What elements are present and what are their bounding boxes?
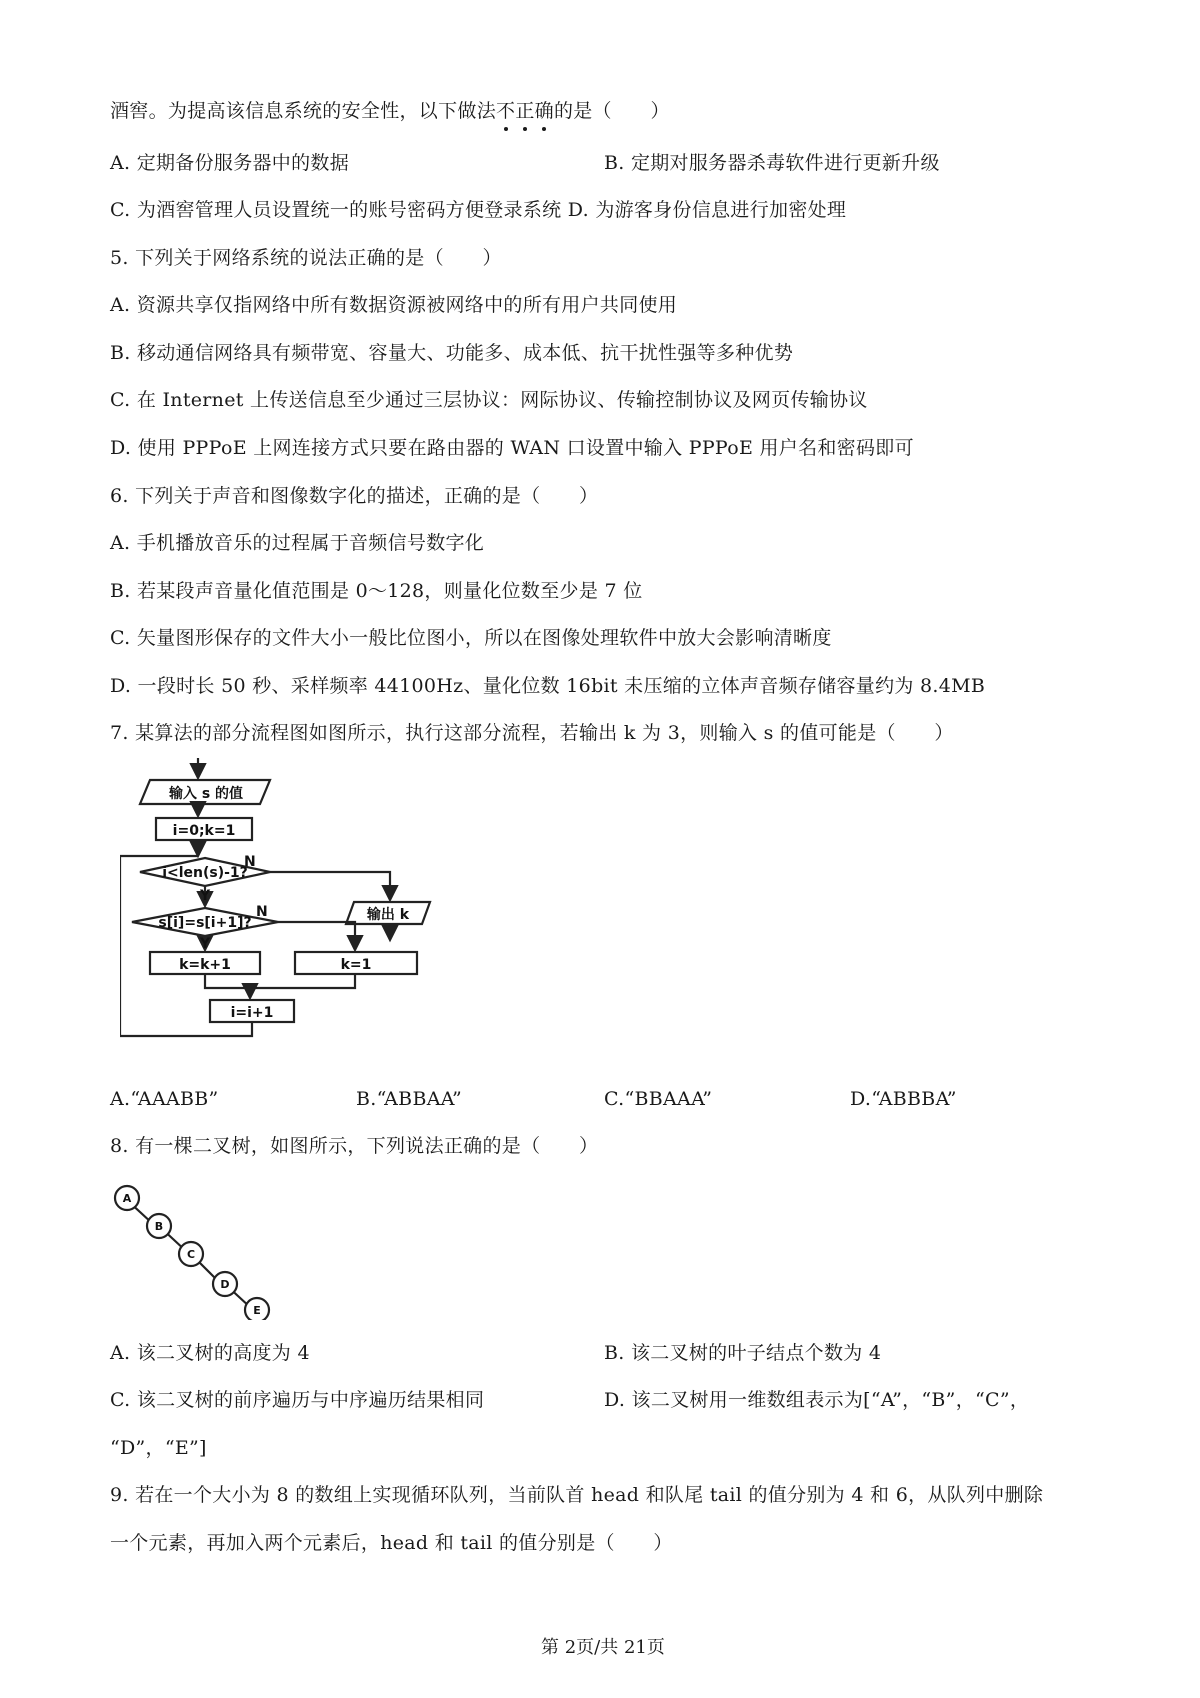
flow-input-text: 输入 s 的值 (168, 786, 244, 802)
q4-option-a: A. 定期备份服务器中的数据 (110, 152, 350, 174)
q6-stem: 6. 下列关于声音和图像数字化的描述，正确的是（ ） (110, 485, 599, 507)
q7-flowchart (120, 758, 440, 1068)
q8-option-d-line1: D. 该二叉树用一维数组表示为[“A”，“B”，“C”， (604, 1389, 1030, 1411)
q4-stem-text-b: 的是（ ） (553, 100, 670, 122)
q4-stem-emphasis-3: 确 (534, 100, 554, 122)
q7-option-d: D.“ABBBA” (850, 1088, 957, 1110)
q4-stem-emphasis-2: 正 (515, 100, 535, 122)
q6-option-a: A. 手机播放音乐的过程属于音频信号数字化 (110, 532, 485, 554)
flow-cond1-yes: Y (200, 888, 211, 904)
q8-binary-tree (105, 1182, 285, 1320)
flow-reset-text: k=1 (340, 957, 372, 973)
flow-init-text: i=0;k=1 (172, 823, 236, 839)
q8-stem: 8. 有一棵二叉树，如图所示，下列说法正确的是（ ） (110, 1135, 599, 1157)
q5-option-a: A. 资源共享仅指网络中所有数据资源被网络中的所有用户共同使用 (110, 294, 678, 316)
q8-option-b: B. 该二叉树的叶子结点个数为 4 (604, 1342, 882, 1364)
q4-option-b: B. 定期对服务器杀毒软件进行更新升级 (604, 152, 940, 174)
q7-option-b: B.“ABBAA” (356, 1088, 462, 1110)
flow-inc-text: k=k+1 (179, 957, 231, 973)
q8-option-c: C. 该二叉树的前序遍历与中序遍历结果相同 (110, 1389, 485, 1411)
q7-option-a: A.“AAABB” (110, 1088, 219, 1110)
q7-stem: 7. 某算法的部分流程图如图所示，执行这部分流程，若输出 k 为 3，则输入 s 的值可能是（ ） (110, 722, 954, 744)
q8-option-a: A. 该二叉树的高度为 4 (110, 1342, 310, 1364)
q4-stem-emphasis-1: 不 (496, 100, 516, 122)
q6-option-d: D. 一段时长 50 秒、采样频率 44100Hz、量化位数 16bit 未压缩的立体声音频存储容量约为 8.4MB (110, 675, 986, 697)
tree-node-a-label: A (122, 1192, 132, 1205)
flow-cond2-yes: Y (200, 936, 211, 952)
flow-step-text: i=i+1 (230, 1005, 274, 1021)
tree-node-b-label: B (154, 1220, 164, 1233)
flow-cond2-no: N (256, 904, 268, 920)
q9-stem-line1: 9. 若在一个大小为 8 的数组上实现循环队列，当前队首 head 和队尾 tail 的值分别为 4 和 6，从队列中删除 (110, 1484, 1044, 1506)
q5-option-c: C. 在 Internet 上传送信息至少通过三层协议：网际协议、传输控制协议及网页传输协议 (110, 389, 868, 411)
q7-option-c: C.“BBAAA” (604, 1088, 713, 1110)
q5-stem: 5. 下列关于网络系统的说法正确的是（ ） (110, 247, 502, 269)
page-footer: 第 2页/共 21页 (541, 1637, 665, 1658)
tree-node-d-label: D (220, 1278, 230, 1291)
tree-node-c-label: C (186, 1248, 196, 1261)
flow-output-text: 输出 k (366, 907, 410, 923)
flow-cond1-no: N (244, 854, 256, 870)
q8-option-d-line2: “D”，“E”] (110, 1437, 207, 1459)
q4-stem-text-a: 酒窖。为提高该信息系统的安全性，以下做法 (110, 100, 497, 122)
q6-option-c: C. 矢量图形保存的文件大小一般比位图小，所以在图像处理软件中放大会影响清晰度 (110, 627, 832, 649)
flow-cond2-text: s[i]=s[i+1]? (158, 915, 252, 931)
q9-stem-line2: 一个元素，再加入两个元素后，head 和 tail 的值分别是（ ） (110, 1532, 673, 1554)
flow-cond1-text: i<len(s)-1? (162, 865, 248, 881)
q4-option-c-d: C. 为酒窖管理人员设置统一的账号密码方便登录系统 D. 为游客身份信息进行加密处理 (110, 199, 847, 221)
q6-option-b: B. 若某段声音量化值范围是 0～128，则量化位数至少是 7 位 (110, 580, 643, 602)
q4-stem (110, 98, 670, 124)
q5-option-d: D. 使用 PPPoE 上网连接方式只要在路由器的 WAN 口设置中输入 PPPoE 用户名和密码即可 (110, 437, 914, 459)
q5-option-b: B. 移动通信网络具有频带宽、容量大、功能多、成本低、抗干扰性强等多种优势 (110, 342, 794, 364)
tree-node-e-label: E (253, 1304, 261, 1317)
